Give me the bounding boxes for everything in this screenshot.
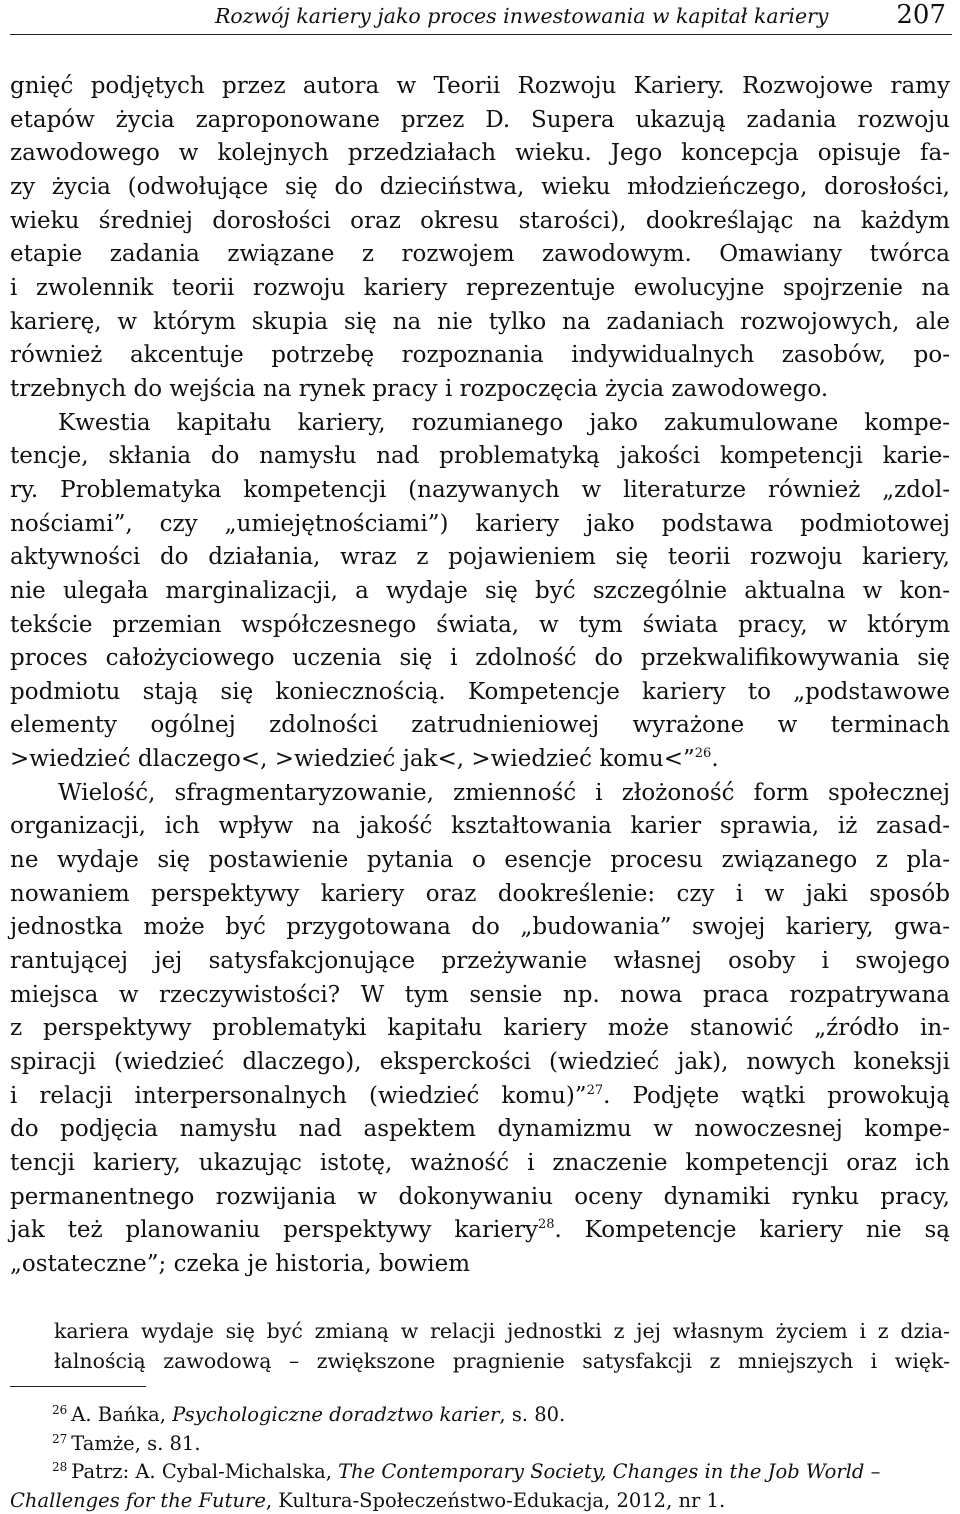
footnote-27 — [10, 1431, 940, 1460]
footnote-26 — [10, 1402, 940, 1431]
body-line: trzebnych do wejścia na rynek pracy i rozpoczęcia życia zawodowego. — [10, 373, 950, 407]
body-line: zawodowego w kolejnych przedziałach wieku. Jego koncepcja opisuje fa- — [10, 137, 950, 171]
body-line: rantującej jej satysfakcjonujące przeżywanie własnej osoby i swojego — [10, 945, 950, 979]
body-line: jednostka może być przygotowana do „budowania” swojej kariery, gwa- — [10, 911, 950, 945]
footnote-text: A. Bańka, — [71, 1403, 172, 1426]
body-line: proces całożyciowego uczenia się i zdolność do przekwalifikowywania się — [10, 642, 950, 676]
body-line: Kwestia kapitału kariery, rozumianego jako zakumulowane kompe- — [10, 407, 950, 441]
running-title: Rozwój kariery jako proces inwestowania w kapitał kariery — [215, 4, 828, 28]
body-line: ry. Problematyka kompetencji (nazywanych w literaturze również „zdol- — [10, 474, 950, 508]
body-line: również akcentuje potrzebę rozpoznania indywidualnych zasobów, po- — [10, 339, 950, 373]
body-line-text: jak też planowaniu perspektywy kariery — [10, 1217, 538, 1243]
body-line: karierę, w którym skupia się na nie tylko na zadaniach rozwojowych, ale — [10, 306, 950, 340]
page-header — [10, 0, 952, 35]
body-line: etapów życia zaproponowane przez D. Supera ukazują zadania rozwoju — [10, 104, 950, 138]
body-text — [10, 70, 950, 1282]
body-line: tekście przemian współczesnego świata, w tym świata pracy, w którym — [10, 609, 950, 643]
body-line: Wielość, sfragmentaryzowanie, zmienność i złożoność form społecznej — [10, 777, 950, 811]
body-line: wieku średniej dorosłości oraz okresu starości), dookreślając na każdym — [10, 205, 950, 239]
sentence-period: . — [711, 746, 718, 772]
footnote-title: Psychologiczne doradztwo karier — [172, 1403, 499, 1426]
body-line — [10, 1080, 950, 1114]
body-line: z perspektywy problematyki kapitału kariery może stanowić „źródło in- — [10, 1012, 950, 1046]
footnote-ref-28: 28 — [538, 1217, 555, 1232]
quote-line: kariera wydaje się być zmianą w relacji jednostki z jej własnym życiem i z dzia- — [54, 1317, 950, 1347]
block-quote — [54, 1317, 950, 1376]
body-line-text: . Podjęte wątki prowokują — [603, 1083, 950, 1109]
footnotes — [10, 1402, 940, 1514]
body-line: miejsca w rzeczywistości? W tym sensie np. nowa praca rozpatrywana — [10, 979, 950, 1013]
body-line — [10, 1214, 950, 1248]
body-line: nowaniem perspektywy kariery oraz dookreślenie: czy i w jaki sposób — [10, 878, 950, 912]
body-line — [10, 743, 950, 777]
body-line: organizacji, ich wpływ na jakość kształtowania karier sprawia, iż zasad- — [10, 810, 950, 844]
footnote-28 — [10, 1459, 940, 1488]
body-line: zy życia (odwołujące się do dzieciństwa, wieku młodzieńczego, dorosłości, — [10, 171, 950, 205]
footnote-ref-27: 27 — [587, 1083, 604, 1098]
body-line: tencje, skłania do namysłu nad problematyką jakości kompetencji karie- — [10, 440, 950, 474]
footnote-title: Challenges for the Future — [10, 1489, 266, 1512]
body-line: „ostateczne”; czeka je historia, bowiem — [10, 1248, 950, 1282]
body-line: etapie zadania związane z rozwojem zawodowym. Omawiany twórca — [10, 238, 950, 272]
body-line: ne wydaje się postawienie pytania o esencje procesu związanego z pla- — [10, 844, 950, 878]
footnote-28-continued — [10, 1488, 940, 1514]
quote-line: łalnością zawodową – zwiększone pragnienie satysfakcji z mniejszych i więk- — [54, 1347, 950, 1377]
footnote-text: , s. 80. — [499, 1403, 565, 1426]
body-line: i zwolennik teorii rozwoju kariery reprezentuje ewolucyjne spojrzenie na — [10, 272, 950, 306]
footnote-ref-26: 26 — [695, 746, 712, 761]
footnote-number: 26 — [52, 1403, 71, 1417]
body-line-text: >wiedzieć dlaczego<, >wiedzieć jak<, >wiedzieć komu<” — [10, 746, 695, 772]
page-number: 207 — [896, 0, 946, 30]
body-line: elementy ogólnej zdolności zatrudnieniowej wyrażone w terminach — [10, 709, 950, 743]
body-line: aktywności do działania, wraz z pojawieniem się teorii rozwoju kariery, — [10, 541, 950, 575]
body-line-text: . Kompetencje kariery nie są — [555, 1217, 951, 1243]
footnote-number: 27 — [52, 1432, 71, 1446]
body-line: nościami”, czy „umiejętnościami”) kariery jako podstawa podmiotowej — [10, 508, 950, 542]
body-line: tencji kariery, ukazując istotę, ważność i znaczenie kompetencji oraz ich — [10, 1147, 950, 1181]
footnote-text: , Kultura-Społeczeństwo-Edukacja, 2012, nr 1. — [266, 1489, 725, 1512]
body-line: nie ulegała marginalizacji, a wydaje się być szczególnie aktualna w kon- — [10, 575, 950, 609]
footnote-text: Tamże, s. 81. — [71, 1432, 200, 1455]
footnote-text: Patrz: A. Cybal-Michalska, — [71, 1460, 338, 1483]
footnote-title: The Contemporary Society, Changes in the Job World – — [338, 1460, 880, 1483]
body-line: permanentnego rozwijania w dokonywaniu oceny dynamiki rynku pracy, — [10, 1181, 950, 1215]
body-line: gnięć podjętych przez autora w Teorii Rozwoju Kariery. Rozwojowe ramy — [10, 70, 950, 104]
body-line: spiracji (wiedzieć dlaczego), eksperckości (wiedzieć jak), nowych koneksji — [10, 1046, 950, 1080]
body-line: podmiotu stają się koniecznością. Kompetencje kariery to „podstawowe — [10, 676, 950, 710]
footnote-separator — [10, 1386, 146, 1387]
body-line: do podjęcia namysłu nad aspektem dynamizmu w nowoczesnej kompe- — [10, 1113, 950, 1147]
footnote-number: 28 — [52, 1460, 71, 1474]
body-line-text: i relacji interpersonalnych (wiedzieć komu)” — [10, 1083, 587, 1109]
